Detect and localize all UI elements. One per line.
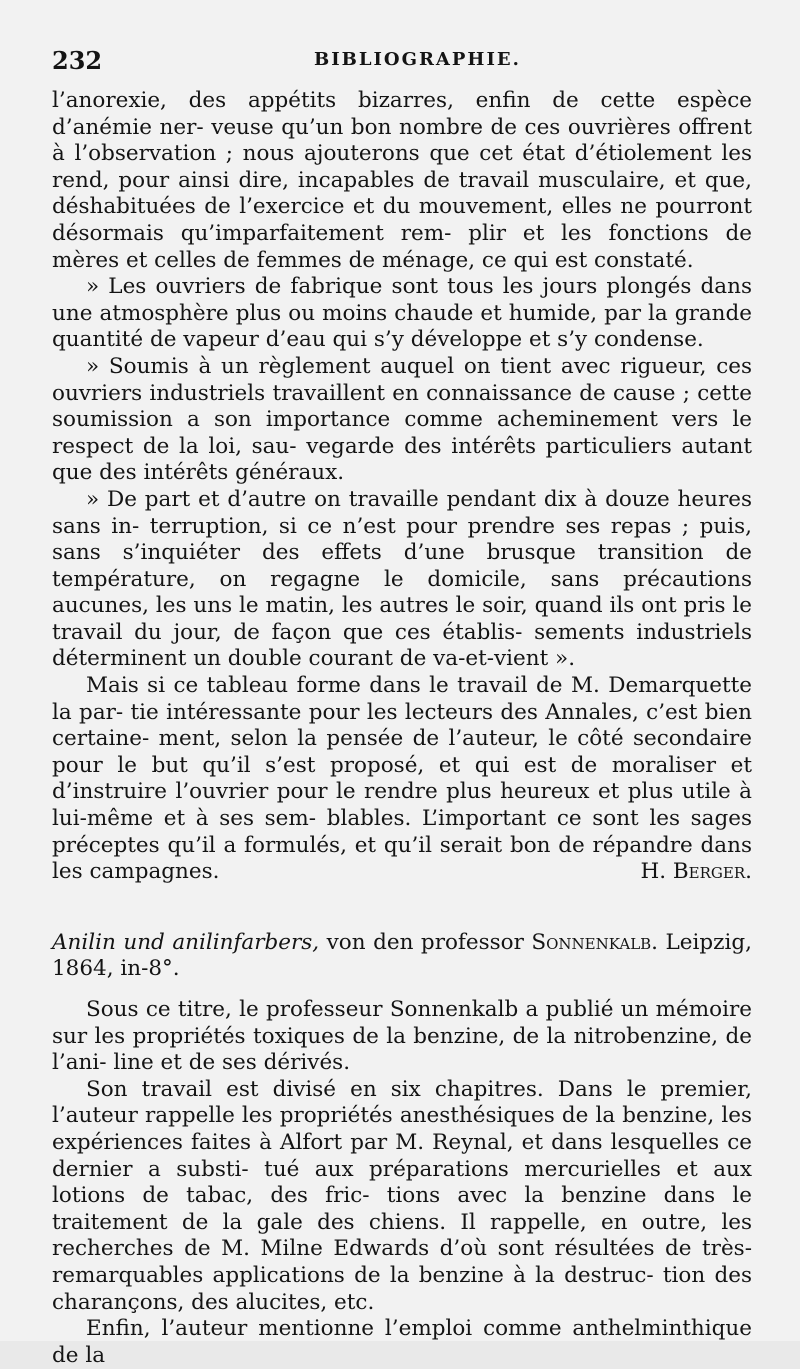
paragraph-1: l’anorexie, des appétits bizarres, enfin de cette espèce d’anémie ner- veuse qu’un bon nombre de ces ouvrières offrent à l’observation ; nous ajouterons que cet état d’étiolement les rend, pour ainsi dire, incapables de travail musculaire, et que, déshabituées de l’exercice et du mouvement, elles ne pourront désormais qu’imparfaitement rem- plir et les fonctions de mères et celles de femmes de ménage, ce qui est constaté. (52, 88, 752, 273)
title-gap (52, 983, 752, 997)
review-imprint: Leipzig, 1864, in-8°. (52, 929, 752, 982)
paragraph-2: » Les ouvriers de fabrique sont tous les jours plongés dans une atmosphère plus ou moins chaude et humide, par la grande quantité de vapeur d’eau qui s’y développe et s’y condense. (52, 274, 752, 353)
review-paragraph-3: Enfin, l’auteur mentionne l’emploi comme anthelminthique de la (52, 1316, 752, 1368)
review-title-entry (52, 930, 752, 983)
section-gap (52, 886, 752, 930)
review-paragraph-2: Son travail est divisé en six chapitres. Dans le premier, l’auteur rappelle les propriétés anesthésiques de la benzine, les expériences faites à Alfort par M. Reynal, et dans lesquelles ce dernier a substi- tué aux préparations mercurielles et aux lotions de tabac, des fric- tions avec la benzine dans le traitement de la gale des chiens. Il rappelle, en outre, les recherches de M. Milne Edwards d’où sont résultées de très-remarquables applications de la benzine à la destruc- tion des charançons, des alucites, etc. (52, 1076, 752, 1315)
review-title: Anilin und anilinfarbers, (52, 929, 320, 955)
paragraph-5 (52, 673, 752, 886)
paragraph-4: » De part et d’autre on travaille pendant dix à douze heures sans in- terruption, si ce n’est pour prendre ses repas ; puis, sans s’inquiéter des effets d’une brusque transition de température, on regagne le domicile, sans précautions aucunes, les uns le matin, les autres le soir, quand ils ont pris le travail du jour, de façon que ces établis- sements industriels déterminent un double courant de va-et-vient ». (52, 486, 752, 672)
review-author: Sonnenkalb. (531, 929, 659, 955)
running-head: BIBLIOGRAPHIE. (314, 49, 521, 70)
paragraph-5-text: Mais si ce tableau forme dans le travail de M. Demarquette la par- tie intéressante pour les lecteurs des Annales, c’est bien certaine- ment, selon la pensée de l’auteur, le côté secondaire pour le but qu’il s’est proposé, et qui est de moraliser et d’instruire l’ouvrier pour le rendre plus heureux et plus utile à lui-même et à ses sem- blables. L’important ce sont les sages préceptes qu’il a formulés, et qu’il serait bon de répandre dans les campagnes. (52, 673, 752, 885)
body-text (52, 88, 752, 1369)
page-header (52, 46, 760, 76)
paragraph-3: » Soumis à un règlement auquel on tient avec rigueur, ces ouvriers industriels travaillent en connaissance de cause ; cette soumission a son importance comme acheminement vers le respect de la loi, sau- vegarde des intérêts particuliers autant que des intérêts généraux. (52, 353, 752, 486)
review-signature: H. Berger. (640, 859, 752, 885)
review-by: von den professor (326, 929, 524, 955)
page-number: 232 (52, 46, 103, 75)
review-paragraph-1: Sous ce titre, le professeur Sonnenkalb a publié un mémoire sur les propriétés toxiques de la benzine, de la nitrobenzine, de l’ani- line et de ses dérivés. (52, 997, 752, 1076)
